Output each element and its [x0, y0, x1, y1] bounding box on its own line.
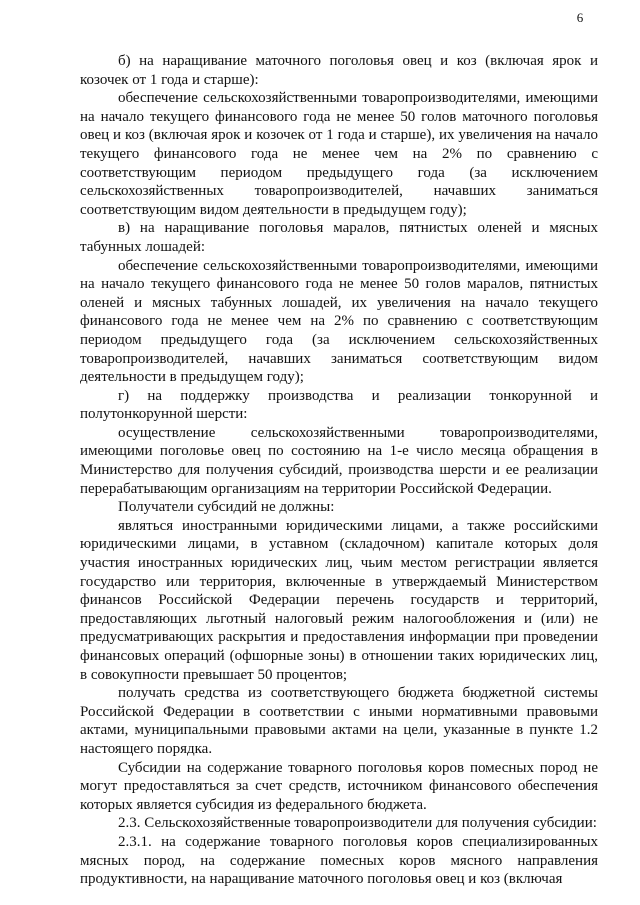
paragraph-b-heading: б) на наращивание маточного поголовья овец и коз (включая ярок и козочек от 1 года и старше): [80, 53, 598, 88]
paragraph-section-2-3-1: 2.3.1. на содержание товарного поголовья коров специализированных мясных пород, на содержание помесных коров мясного направления продуктивности, на наращивание маточного поголовья овец и коз (включая [80, 833, 598, 888]
paragraph-g-condition: осуществление сельскохозяйственными товаропроизводителями, имеющими поголовье овец по состоянию на 1-е число месяца обращения в Министерство для получения субсидий, производства шерсти и ее реализации перерабатывающим организациям на территории Российской Федерации. [80, 424, 598, 497]
paragraph-crossbred-cows: Субсидии на содержание товарного поголовья коров помесных пород не могут предоставляться за счет средств, источником финансового обеспечения которых является субсидия из федерального бюджета. [80, 759, 598, 813]
paragraph-recipients-heading: Получатели субсидий не должны: [118, 499, 335, 516]
paragraph-g-heading: г) на поддержку производства и реализации тонкорунной и полутонкорунной шерсти: [80, 387, 598, 423]
paragraph-foreign-entities: являться иностранными юридическими лицами, а также российскими юридическими лицами, в уставном (складочном) капитале которых доля участия иностранных юридических лиц, чьим местом регистрации является государство или территория, включенные в утверждаемый Министерством финансов Российской Федерации перечень государств и территорий, предоставляющих льготный налоговый режим налогообложения и (или) не предусматривающих раскрытия и предоставления информации при проведении финансовых операций (офшорные зоны) в отношении таких юридических лиц, в совокупности превышает 50 процентов; [80, 517, 598, 683]
document-body [80, 52, 598, 889]
paragraph-v-heading: в) на наращивание поголовья маралов, пятнистых оленей и мясных табунных лошадей: [80, 220, 598, 255]
paragraph-v-condition: обеспечение сельскохозяйственными товаропроизводителями, имеющими на начало текущего финансового года не менее 50 голов маралов, пятнистых оленей и мясных табунных лошадей, их увеличения на начало текущего финансового года не менее чем на 2% по сравнению с соответствующим периодом предыдущего года (за исключением сельскохозяйственных товаропроизводителей, начавших заниматься соответствующим видом деятельности в предыдущем году); [80, 257, 598, 386]
paragraph-other-budget: получать средства из соответствующего бюджета бюджетной системы Российской Федерации в соответствии с иными нормативными правовыми актами, муниципальными правовыми актами на цели, указанные в пункте 1.2 настоящего порядка. [80, 685, 598, 757]
paragraph-b-condition: обеспечение сельскохозяйственными товаропроизводителями, имеющими на начало текущего финансового года не менее 50 голов маточного поголовья овец и коз (включая ярок и козочек от 1 года и старше), их увеличения на начало текущего финансового года не менее чем на 2% по сравнению с соответствующим периодом предыдущего года (за исключением сельскохозяйственных товаропроизводителей, начавших заниматься соответствующим видом деятельности в предыдущем году); [80, 90, 598, 218]
page-number: 6 [576, 10, 584, 25]
paragraph-section-2-3: 2.3. Сельскохозяйственные товаропроизводители для получения субсидии: [118, 815, 597, 832]
